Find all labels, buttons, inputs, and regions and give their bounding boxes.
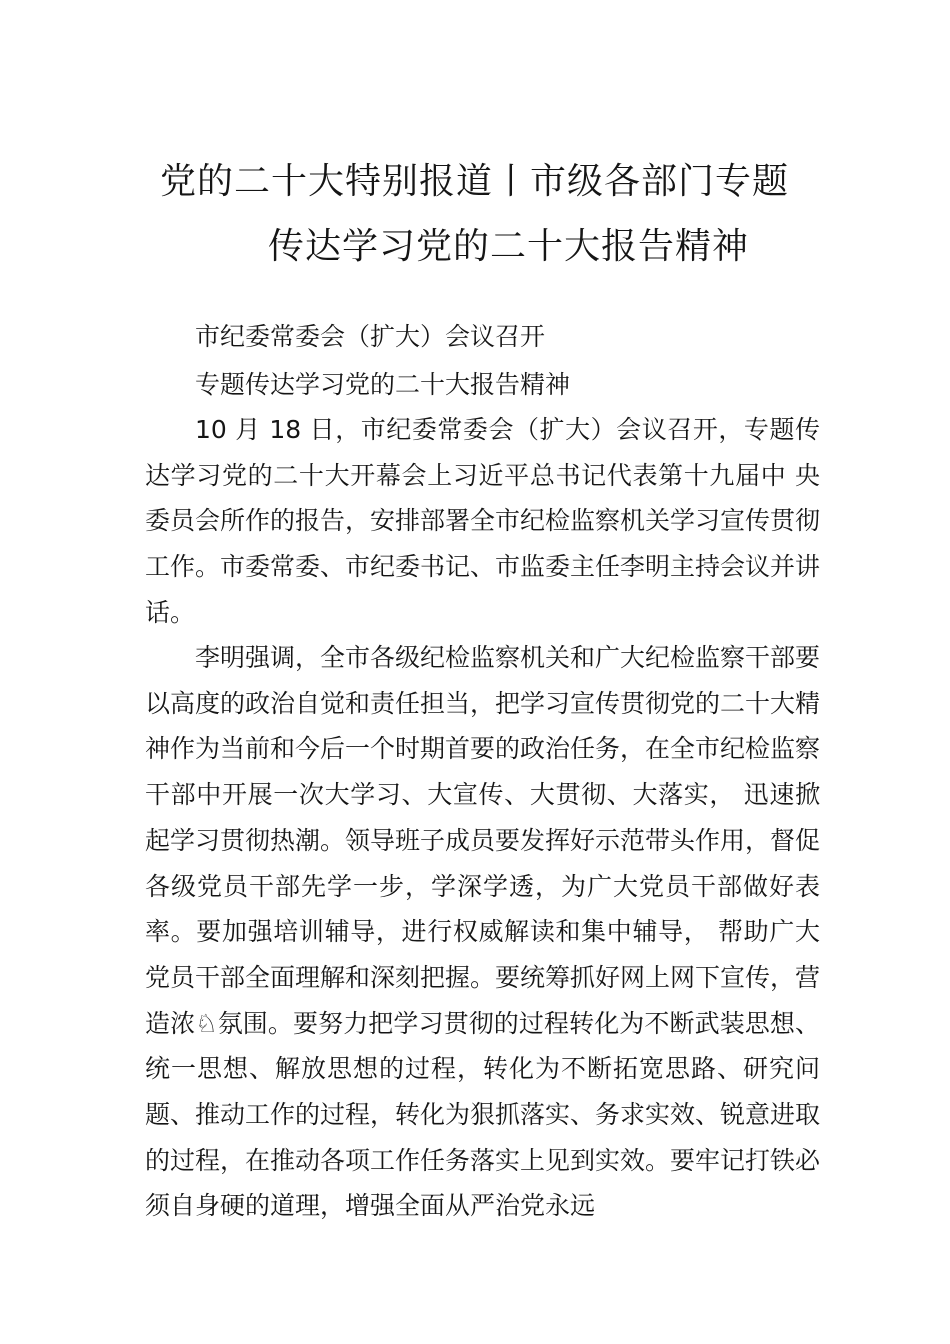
body-paragraph-1: 10 月 18 日，市纪委常委会（扩大）会议召开，专题传达学习党的二十大开幕会上习近平总书记代表第十九届中 央委员会所作的报告，安排部署全市纪检监察机关学习宣传贯彻工作。市委常委、市纪委书记、市监委主任李明主持会议并讲话。 — [145, 415, 821, 627]
body-paragraph-2: 李明强调，全市各级纪检监察机关和广大纪检监察干部要以高度的政治自觉和责任担当，把学习宣传贯彻党的二十大精神作为当前和今后一个时期首要的政治任务，在全市纪检监察干部中开展一次大学习、大宣传、大贯彻、大落实， 迅速掀起学习贯彻热潮。领导班子成员要发挥好示范带头作用，督促各级党员干部先学一步，学深学透，为广大党员干部做好表率。要加强培训辅导，进行权威解读和集中辅导， 帮助广大党员干部全面理解和深刻把握。要统筹抓好网上网下宣传，营造浓♘氛围。要努力把学习贯彻的过程转化为不断武装思想、统一思想、解放思想的过程，转化为不断拓宽思路、研究问题、推动工作的过程，转化为狠抓落实、务求实效、锐意进取的过程，在推动各项工作任务落实上见到实效。要牢记打铁必须自身硬的道理，增强全面从严治党永远 — [145, 643, 821, 1221]
document-title-line-2: 传达学习党的二十大报告精神 — [268, 226, 750, 267]
document-title-line-1: 党的二十大特别报道丨市级各部门专题 — [160, 161, 790, 202]
section-subheading-line-1: 市纪委常委会（扩大）会议召开 — [195, 322, 546, 351]
section-subheading-line-2: 专题传达学习党的二十大报告精神 — [195, 370, 571, 399]
